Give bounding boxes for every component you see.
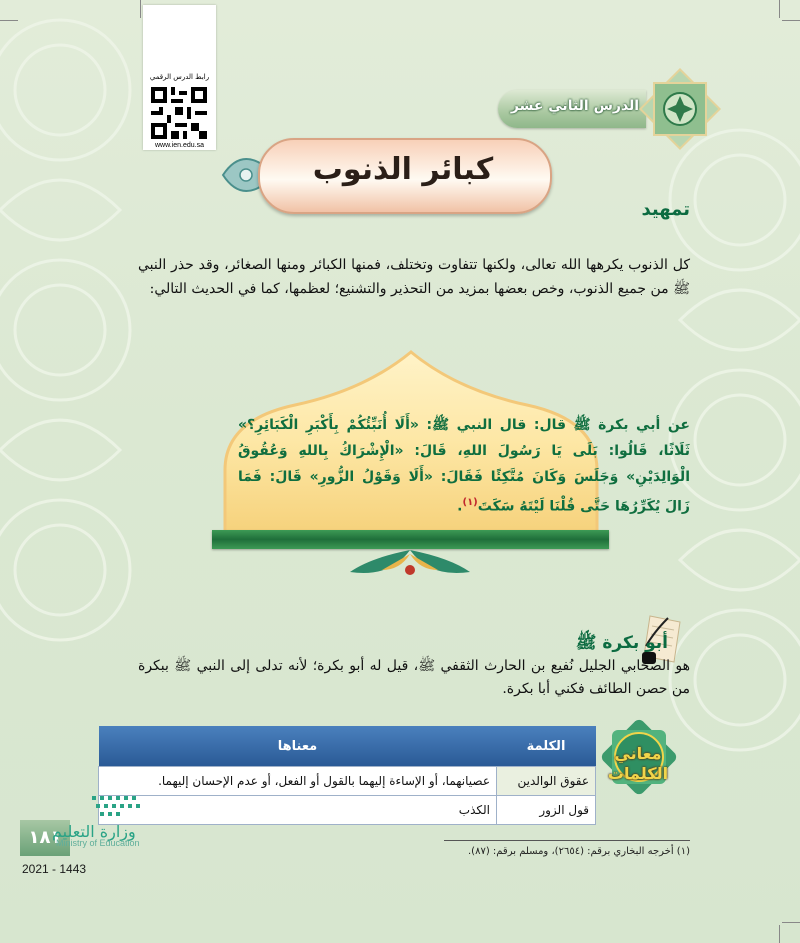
vocab-meaning: الكذب (99, 796, 497, 825)
qr-label: رابط الدرس الرقمي (149, 73, 210, 81)
qr-card[interactable] (143, 5, 216, 150)
crop-mark (782, 20, 800, 21)
vocab-badge-label: معاني الكلمات (607, 744, 669, 783)
table-row (99, 767, 596, 796)
crop-mark (0, 20, 18, 21)
page-number: ١٨١ (28, 827, 62, 848)
qr-url[interactable]: www.ien.edu.sa (154, 142, 205, 149)
crop-mark (782, 922, 800, 923)
crop-mark (779, 0, 780, 18)
crop-mark (779, 925, 780, 943)
page-title: كبائر الذنوب (312, 152, 494, 187)
academic-years: 2021 - 1443 (22, 862, 87, 876)
bio-heading: أبو بكرة ﷺ (575, 633, 668, 653)
vocab-header-word: الكلمة (497, 726, 596, 767)
footnote: (١) أخرجه البخاري برقم: (٢٦٥٤)، ومسلم برقم: (٨٧). (467, 846, 690, 857)
vocab-meaning: عصيانهما، أو الإساءة إليهما بالقول أو الفعل، أو عدم الإحسان إليهما. (99, 767, 497, 796)
lesson-emblem-icon (636, 66, 724, 152)
bio-text: هو الصحابي الجليل نُفيع بن الحارث الثقفي ﷺ، قيل له أبو بكرة؛ لأنه تدلى إلى النبي ﷺ ببكرة من حصن الطائف فكني أبا بكرة. (138, 658, 690, 697)
ministry-name-ar: وزارة التعليم (52, 822, 136, 841)
vocab-word: قول الزور (497, 796, 596, 825)
intro-paragraph: كل الذنوب يكرهها الله تعالى، ولكنها تتفاوت وتختلف، فمنها الكبائر ومنها الصغائر، وقد حذر النبي ﷺ من جميع الذنوب، وخص بعضها بمزيد من التحذير والتشنيع؛ لعظمها، كما في الحديث التالي: (138, 257, 690, 297)
hadith-body: عن أبي بكرة ﷺ قال: قال النبي ﷺ: «أَلَا أُنَبِّئُكُمْ بِأَكْبَرِ الْكَبَائِرِ؟» ثَلَاثًا، قَالُوا: بَلَى يَا رَسُولَ اللهِ، قَالَ: «الْإِشْرَاكُ بِاللهِ وَعُقُوقُ الْوَالِدَيْنِ» وَجَلَسَ وَكَانَ مُتَّكِئًا فَقَالَ: «أَلَا وَقَوْلُ الزُّورِ» قَالَ: فَمَا زَالَ يُكَرِّرُهَا حَتَّى قُلْنَا لَيْتَهُ سَكَتَ (238, 417, 690, 515)
ministry-name-en: Ministry of Education (56, 838, 140, 848)
vocab-table (98, 726, 596, 825)
hadith-divider (212, 530, 609, 549)
divider-ornament-icon (330, 548, 490, 586)
hadith-text: عن أبي بكرة ﷺ قال: قال النبي ﷺ: «أَلَا أُنَبِّئُكُمْ بِأَكْبَرِ الْكَبَائِرِ؟» ثَلَاثًا، قَالُوا: بَلَى يَا رَسُولَ اللهِ، قَالَ: «الْإِشْرَاكُ بِاللهِ وَعُقُوقُ الْوَالِدَيْنِ» وَجَلَسَ وَكَانَ مُتَّكِئًا فَقَالَ: «أَلَا وَقَوْلُ الزُّورِ» قَالَ: فَمَا زَالَ يُكَرِّرُهَا حَتَّى قُلْنَا لَيْتَهُ سَكَتَ$^{(١)}$. (238, 417, 690, 515)
ministry-logo-icon (90, 792, 152, 820)
intro-heading: تمهيد (641, 199, 690, 220)
vocab-header-meaning: معناها (99, 726, 497, 767)
lesson-label: الدرس الثاني عشر (510, 98, 640, 114)
crop-mark (140, 0, 141, 18)
qr-code-icon[interactable] (151, 87, 207, 139)
table-row (99, 796, 596, 825)
footnote-ref[interactable]: (١) (462, 497, 478, 508)
vocab-word: عقوق الوالدين (497, 767, 596, 796)
footnote-divider (444, 840, 690, 841)
